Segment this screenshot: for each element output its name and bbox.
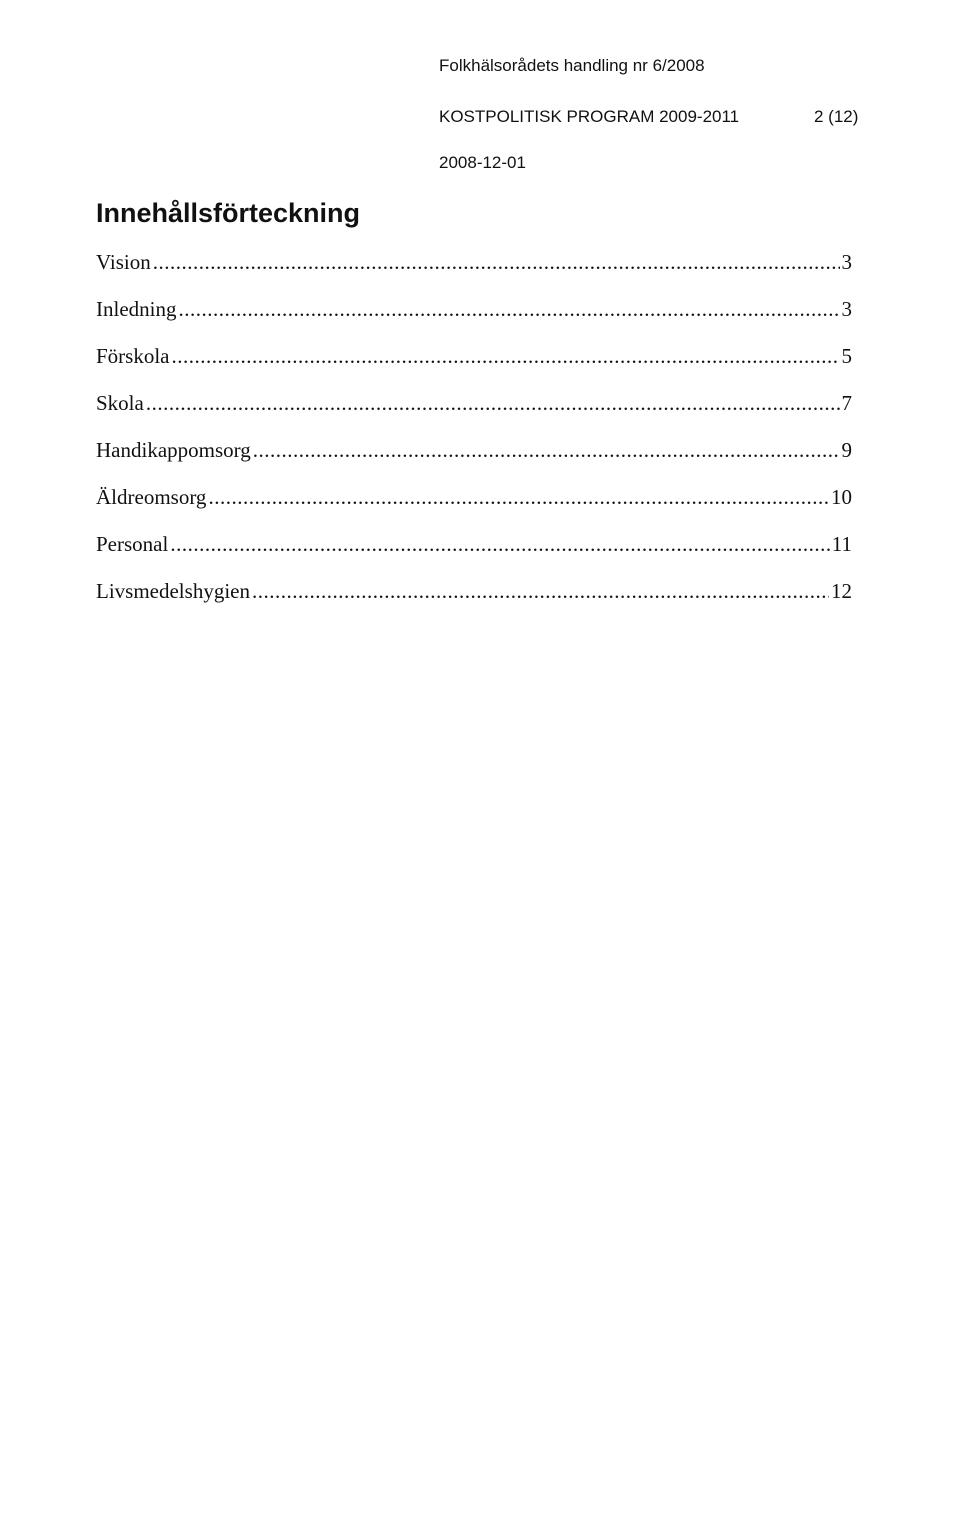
dot-leader bbox=[252, 579, 829, 604]
toc-entry-page: 5 bbox=[841, 344, 852, 368]
toc-entry-page: 9 bbox=[841, 438, 852, 462]
toc-entry-page: 11 bbox=[831, 532, 852, 556]
dot-leader bbox=[178, 297, 839, 322]
toc-entry-forskola bbox=[96, 344, 852, 391]
toc-entry-page: 10 bbox=[831, 485, 852, 509]
toc-entry-livsmedelshygien bbox=[96, 579, 852, 626]
dot-leader bbox=[172, 344, 840, 369]
toc-entry-label: Personal bbox=[96, 532, 169, 556]
dot-leader bbox=[146, 391, 840, 416]
toc-entry-vision bbox=[96, 250, 852, 297]
toc-entry-page: 7 bbox=[841, 391, 852, 415]
dot-leader bbox=[253, 438, 840, 463]
toc-entry-page: 12 bbox=[831, 579, 852, 603]
toc-entry-label: Inledning bbox=[96, 297, 177, 321]
toc-entry-handikappomsorg bbox=[96, 438, 852, 485]
toc-entry-page: 3 bbox=[841, 297, 852, 321]
toc-entry-personal bbox=[96, 532, 852, 579]
toc-entry-label: Förskola bbox=[96, 344, 170, 368]
document-reference: Folkhälsorådets handling nr 6/2008 bbox=[439, 56, 705, 75]
toc-entry-label: Äldreomsorg bbox=[96, 485, 207, 509]
toc-entry-skola bbox=[96, 391, 852, 438]
toc-entry-label: Livsmedelshygien bbox=[96, 579, 250, 603]
document-date: 2008-12-01 bbox=[439, 153, 526, 172]
toc-entry-inledning bbox=[96, 297, 852, 344]
toc-heading: Innehållsförteckning bbox=[96, 198, 361, 228]
page-indicator: 2 (12) bbox=[814, 107, 859, 126]
dot-leader bbox=[170, 532, 829, 557]
toc-list bbox=[96, 250, 852, 626]
program-title: KOSTPOLITISK PROGRAM 2009-2011 bbox=[439, 107, 740, 126]
toc-entry-page: 3 bbox=[841, 250, 852, 274]
toc-entry-label: Handikappomsorg bbox=[96, 438, 251, 462]
dot-leader bbox=[153, 250, 840, 275]
toc-entry-label: Vision bbox=[96, 250, 151, 274]
toc-entry-label: Skola bbox=[96, 391, 144, 415]
toc-entry-aldreomsorg bbox=[96, 485, 852, 532]
dot-leader bbox=[208, 485, 829, 510]
